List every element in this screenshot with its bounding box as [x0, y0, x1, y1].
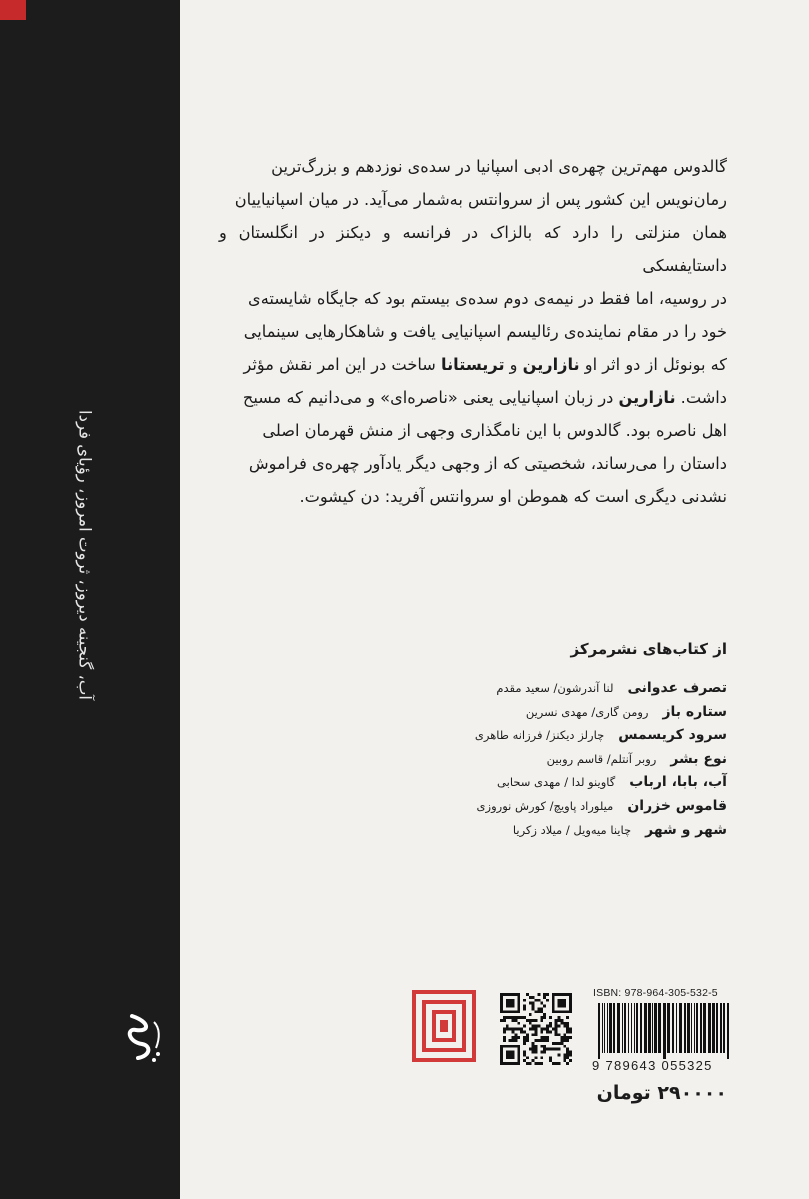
book-title: آب، بابا، ارباب — [629, 774, 727, 791]
book-author: لنا آندرشون/ سعید مقدم — [496, 681, 614, 695]
list-item — [397, 769, 727, 793]
publisher-logo-icon — [412, 990, 476, 1062]
blurb-line: گالدوس مهم‌ترین چهره‌ی ادبی اسپانیا در سده‌ی نوزدهم و بزرگ‌ترین — [271, 157, 727, 176]
book-author: میلوراد پاویچ/ کورش نوروزی — [476, 798, 614, 813]
text: که بونوئل از دو اثر او — [579, 355, 727, 374]
text: و — [504, 355, 523, 374]
book-title: شهر و شهر — [645, 821, 727, 838]
isbn-label: ISBN: 978-964-305-532-5 — [593, 987, 718, 999]
text: ساخت در این امر نقش مؤثر — [243, 355, 441, 374]
blurb-line: خود را در مقام نماینده‌ی رئالیسم اسپانیایی یافت و شاهکارهایی سینمایی — [243, 322, 727, 341]
spine-title: آب، گنجینه دیروز، ثروت امروز، رؤیای فردا — [75, 410, 95, 700]
blurb-line: رمان‌نویس این کشور پس از سروانتس به‌شمار می‌آید. در میان اسپانیاییان — [234, 190, 727, 209]
list-item — [397, 699, 727, 723]
book-author: روبر آنتلم/ قاسم روبین — [546, 751, 657, 766]
blurb-line: اهل ناصره بود. گالدوس با این نامگذاری وجهی از منش قهرمان اصلی — [262, 421, 727, 440]
blurb-line: همان منزلتی را دارد که بالزاک در فرانسه و دیکنز در انگلستان و داستایفسکی — [219, 223, 727, 275]
blurb-line — [219, 381, 727, 414]
book-title: قاموس خزران — [627, 797, 727, 814]
spine-accent — [0, 0, 26, 20]
list-item — [397, 793, 727, 817]
book-title: ستاره باز — [662, 703, 727, 720]
book-title-tristana: تریستانا — [440, 355, 505, 374]
list-item — [397, 746, 727, 770]
book-title-nazarin: نازارین — [618, 388, 676, 407]
barcode-digits: 9 789643 055325 — [592, 1058, 713, 1073]
books-heading: از کتاب‌های نشرمرکز — [570, 640, 727, 658]
book-author: چارلز دیکنز/ فرزانه طاهری — [474, 728, 605, 743]
blurb-line — [219, 348, 727, 381]
book-title: نوع بشر — [670, 750, 727, 767]
book-author: گاوینو لدا / مهدی سحابی — [497, 775, 616, 790]
book-title: تصرف عدوانی — [627, 680, 727, 696]
book-author: چاینا میه‌ویل / میلاد زکریا — [512, 822, 632, 837]
blurb-line: داستان را می‌رساند، شخصیتی که از وجهی دیگر یادآور چهره‌ی فراموش — [248, 454, 727, 473]
publisher-signature-logo-icon — [112, 1008, 172, 1068]
book-author: رومن گاری/ مهدی نسرین — [525, 704, 649, 719]
text: داشت. — [675, 388, 727, 407]
book-title: سرود کریسمس — [618, 727, 727, 744]
blurb-line: نشدنی دیگری است که هموطن او سروانتس آفرید: دن کیشوت. — [299, 487, 727, 506]
list-item — [397, 817, 727, 841]
text: در زبان اسپانیایی یعنی «ناصره‌ای» و می‌دانیم که مسیح — [242, 388, 619, 407]
books-list — [397, 675, 727, 840]
spine-panel — [0, 0, 180, 1199]
qr-code-icon — [500, 993, 572, 1065]
blurb-line: در روسیه، اما فقط در نیمه‌ی دوم سده‌ی بیستم بود که جایگاه شایسته‌ی — [248, 289, 727, 308]
price-label: ۲۹۰۰۰۰ تومان — [596, 1082, 727, 1104]
barcode-icon — [596, 1003, 730, 1059]
back-cover-blurb — [219, 150, 727, 513]
book-title-nazarin: نازارین — [522, 355, 580, 374]
list-item — [397, 722, 727, 746]
list-item — [397, 675, 727, 699]
